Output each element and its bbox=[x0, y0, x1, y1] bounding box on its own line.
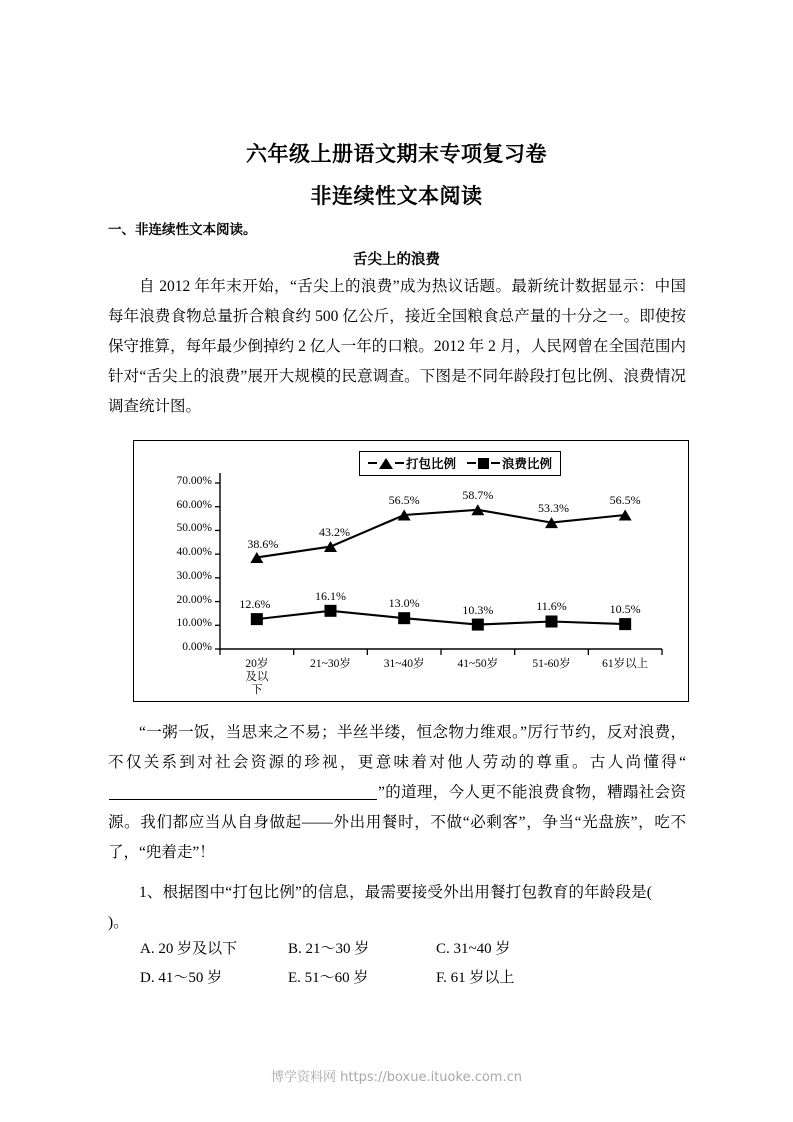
y-tick-label: 40.00% bbox=[176, 546, 212, 559]
page-title-line2: 非连续性文本阅读 bbox=[310, 184, 483, 208]
section-heading: 一、非连续性文本阅读。 bbox=[108, 222, 257, 238]
x-tick-label: 41~50岁 bbox=[457, 658, 499, 670]
data-label: 16.1% bbox=[315, 588, 346, 603]
data-label: 53.3% bbox=[538, 500, 569, 515]
data-label: 12.6% bbox=[239, 597, 271, 612]
option-row bbox=[140, 964, 700, 993]
y-tick-label: 0.00% bbox=[182, 641, 212, 653]
fill-in-blank[interactable] bbox=[109, 799, 377, 800]
option-row bbox=[140, 935, 700, 964]
data-label: 10.5% bbox=[609, 602, 641, 617]
option-b[interactable]: B. 21～30 岁 bbox=[288, 941, 370, 957]
y-tick-label: 70.00% bbox=[176, 475, 212, 487]
y-tick-label: 30.00% bbox=[176, 569, 212, 582]
data-label: 56.5% bbox=[609, 493, 641, 507]
legend-label-packing: 打包比例 bbox=[406, 456, 457, 471]
question-options bbox=[140, 935, 700, 993]
data-label: 38.6% bbox=[247, 537, 279, 552]
quote-text-after: ”的道理，今人更不能浪费食物，糟蹋社会资源。我们都应当从自身做起——外出用餐时，不做“必剩客”，争当“光盘族”，吃不了，“兜着走”！ bbox=[108, 784, 686, 861]
quote-paragraph bbox=[108, 718, 686, 868]
question-number: 1、 bbox=[139, 884, 163, 901]
x-tick-label: 61岁以上 bbox=[602, 658, 649, 670]
data-label: 43.2% bbox=[319, 524, 350, 539]
option-d[interactable]: D. 41～50 岁 bbox=[140, 970, 223, 986]
x-tick-label: 51-60岁 bbox=[532, 658, 571, 670]
page-title-line1: 六年级上册语文期末专项复习卷 bbox=[246, 142, 547, 166]
question-1 bbox=[108, 878, 686, 938]
data-label: 13.0% bbox=[388, 596, 420, 611]
option-e[interactable]: E. 51～60 岁 bbox=[288, 970, 369, 986]
x-tick-label: 31~40岁 bbox=[383, 658, 425, 670]
intro-paragraph: 自 2012 年年末开始，“舌尖上的浪费”成为热议话题。最新统计数据显示：中国每年浪费食物总量折合粮食约 500 亿公斤，接近全国粮食总产量的十分之一。即使按保守推算，每年最少倒掉约 2 亿人一年的口粮。2012 年 2 月，人民网曾在全国范围内针对“舌尖上的浪费”展开大规模的民意调查。下图是不同年龄段打包比例、浪费情况调查统计图。 bbox=[108, 278, 686, 415]
legend-label-waste: 浪费比例 bbox=[502, 456, 553, 471]
x-tick-label: 20岁 及以 下 bbox=[245, 658, 269, 696]
question-text-before: 根据图中“打包比例”的信息，最需要接受外出用餐打包教育的年龄段是( bbox=[162, 884, 652, 901]
option-a[interactable]: A. 20 岁及以下 bbox=[140, 941, 238, 957]
option-c[interactable]: C. 31~40 岁 bbox=[436, 941, 511, 957]
data-label: 10.3% bbox=[462, 602, 494, 617]
y-tick-label: 60.00% bbox=[176, 498, 212, 511]
question-text-after: )。 bbox=[108, 914, 129, 931]
x-tick-label: 21~30岁 bbox=[310, 658, 351, 670]
y-tick-label: 20.00% bbox=[176, 593, 212, 606]
data-label: 56.5% bbox=[388, 493, 420, 507]
y-tick-label: 50.00% bbox=[176, 522, 212, 535]
data-label: 11.6% bbox=[536, 599, 567, 614]
statistics-chart bbox=[133, 440, 689, 702]
y-tick-label: 10.00% bbox=[176, 617, 212, 630]
quote-text-before: “一粥一饭，当思来之不易；半丝半缕，恒念物力维艰。”厉行节约，反对浪费，不仅关系到对社会资源的珍视，更意味着对他人劳动的尊重。古人尚懂得“ bbox=[108, 724, 686, 771]
option-f[interactable]: F. 61 岁以上 bbox=[436, 970, 515, 986]
footer-watermark: 博学资料网 https://boxue.ituoke.com.cn bbox=[271, 1070, 522, 1085]
data-label: 58.7% bbox=[462, 487, 494, 502]
article-title: 舌尖上的浪费 bbox=[353, 252, 440, 268]
